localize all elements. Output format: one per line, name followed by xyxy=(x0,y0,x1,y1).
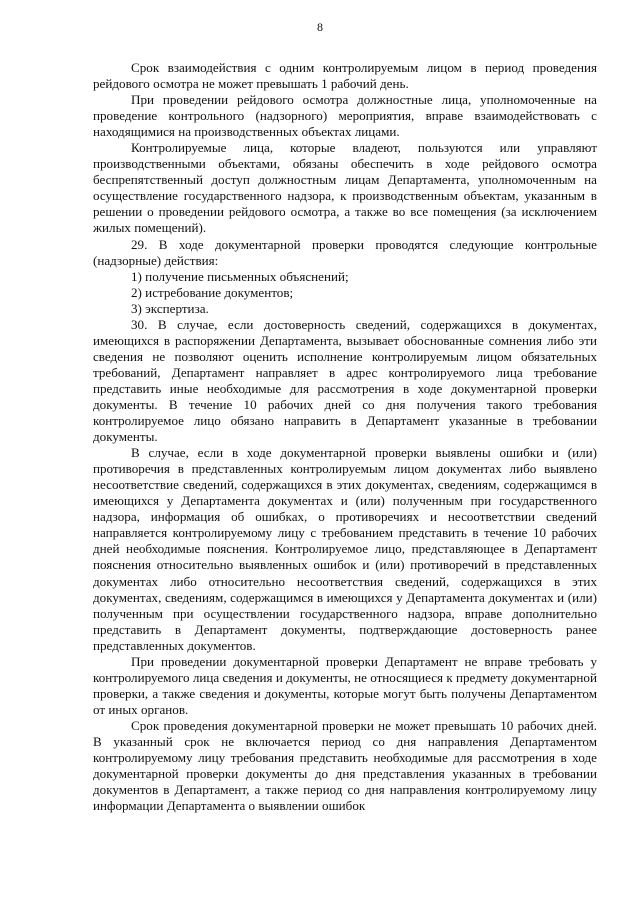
paragraph-check-duration: Срок проведения документарной проверки не может превышать 10 рабочих дней. В указанный срок не включается период со дня направления Департаментом контролируемому лицу требования представить необходимые для рассмотрения в ходе документарной проверки документы до дня представления указанных в требовании документов в Департамент, а также период со дня направления контролируемому лицу информации Департамента о выявлении ошибок xyxy=(93,717,597,814)
paragraph-30: 30. В случае, если достоверность сведений, содержащихся в документах, имеющихся в распоряжении Департамента, вызывает обоснованные сомнения либо эти сведения не позволяют оценить исполнение контролируемым лицом обязательных требований, Департамент направляет в адрес контролируемого лица требование представить иные необходимые для рассмотрения в ходе документарной проверки документы. В течение 10 рабочих дней со дня получения такого требования контролируемое лицо обязано направить в Департамент указанные в требовании документы. xyxy=(93,316,597,445)
list-item-3: 3) экспертиза. xyxy=(131,300,209,316)
list-item-1: 1) получение письменных объяснений; xyxy=(131,268,349,284)
paragraph-restrictions: При проведении документарной проверки Департамент не вправе требовать у контролируемого лица сведения и документы, не относящиеся к предмету документарной проверки, а также сведения и документы, которые могут быть получены Департаментом от иных органов. xyxy=(93,653,597,717)
document-body xyxy=(93,60,597,814)
paragraph-raid-duration: Срок взаимодействия с одним контролируемым лицом в период проведения рейдового осмотра не может превышать 1 рабочий день. xyxy=(93,60,597,92)
paragraph-errors: В случае, если в ходе документарной проверки выявлены ошибки и (или) противоречия в представленных контролируемым лицом документах либо выявлено несоответствие сведений, содержащихся в этих документах, сведениям, содержащимся в имеющихся у Департамента документах и (или) полученным при государственного надзора, информация об ошибках, о противоречиях и несоответствии сведений направляется контролируемому лицу с требованием представить в течение 10 рабочих дней необходимые пояснения. Контролируемое лицо, представляющее в Департамент пояснения относительно выявленных ошибок и (или) противоречий в представленных документах либо относительно несоответствия сведений, содержащихся в этих документах, сведениям, содержащимся в имеющихся у Департамента документах и (или) полученным при осуществлении государственного надзора, вправе дополнительно представить в Департамент документы, подтверждающие достоверность ранее представленных документов. xyxy=(93,445,597,653)
paragraph-29: 29. В ходе документарной проверки проводятся следующие контрольные (надзорные) действия: xyxy=(93,236,597,268)
page-number: 8 xyxy=(317,20,323,34)
paragraph-raid-interaction: При проведении рейдового осмотра должностные лица, уполномоченные на проведение контрольного (надзорного) мероприятия, вправе взаимодействовать с находящимися на производственных объектах лицами. xyxy=(93,92,597,140)
paragraph-raid-access: Контролируемые лица, которые владеют, пользуются или управляют производственными объектами, обязаны обеспечить в ходе рейдового осмотра беспрепятственный доступ должностным лицам Департамента, уполномоченным на осуществление государственного надзора, к производственным объектам, указанным в решении о проведении рейдового осмотра, а также во все помещения (за исключением жилых помещений). xyxy=(93,140,597,236)
list-item-2: 2) истребование документов; xyxy=(131,284,294,300)
